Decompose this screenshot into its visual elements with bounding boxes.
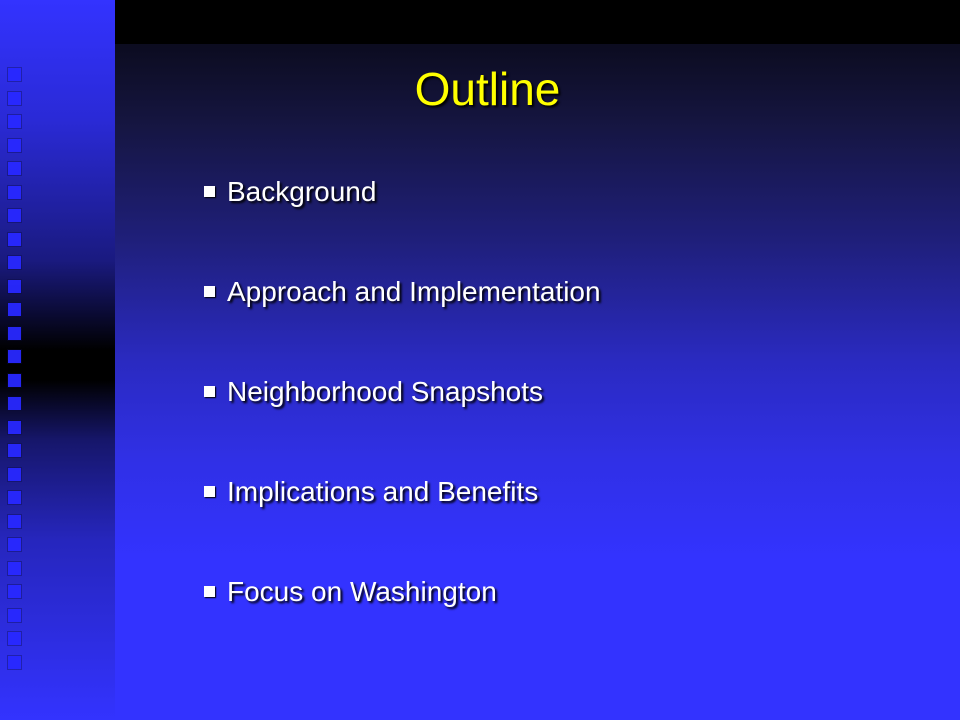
bullet-text: Approach and Implementation [227,276,601,307]
decorative-square [8,303,21,316]
decorative-square [8,209,21,222]
square-bullet-icon [204,286,215,297]
decorative-square [8,421,21,434]
decorative-square [8,468,21,481]
decorative-square [8,632,21,645]
bullet-item [204,172,601,272]
decorative-square [8,491,21,504]
top-decorative-band [115,0,960,44]
decorative-square [8,233,21,246]
square-bullet-icon [204,486,215,497]
decorative-square [8,256,21,269]
bullet-item [204,572,601,672]
decorative-square [8,68,21,81]
bullet-list [204,172,601,672]
left-decorative-bar [0,0,115,720]
square-bullet-icon [204,586,215,597]
decorative-square [8,515,21,528]
decorative-square [8,562,21,575]
decorative-square [8,139,21,152]
bullet-item [204,272,601,372]
decorative-square [8,115,21,128]
decorative-square [8,609,21,622]
square-bullet-icon [204,186,215,197]
bullet-item [204,472,601,572]
bullet-text: Focus on Washington [227,576,497,607]
decorative-square-strip [8,68,22,668]
decorative-square [8,397,21,410]
decorative-square [8,280,21,293]
decorative-square [8,186,21,199]
bullet-item [204,372,601,472]
decorative-square [8,538,21,551]
decorative-square [8,92,21,105]
decorative-square [8,585,21,598]
decorative-square [8,327,21,340]
square-bullet-icon [204,386,215,397]
bullet-text: Background [227,176,377,207]
decorative-square [8,162,21,175]
decorative-square [8,656,21,669]
bullet-text: Neighborhood Snapshots [227,376,544,407]
decorative-square [8,350,21,363]
slide-title: Outline [414,63,561,115]
decorative-square [8,374,21,387]
decorative-square [8,444,21,457]
bullet-text: Implications and Benefits [227,476,539,507]
